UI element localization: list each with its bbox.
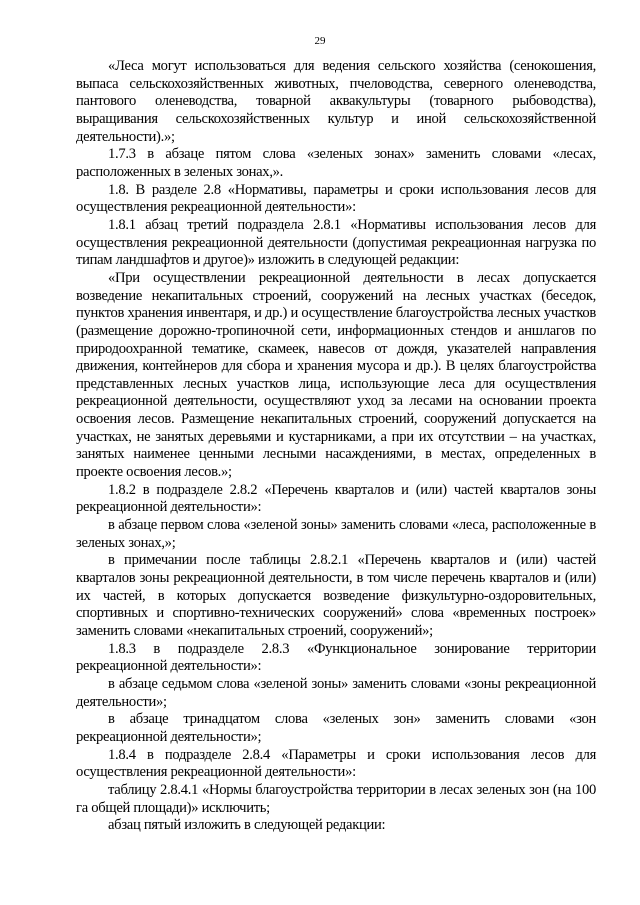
paragraph-1-8-3-thirteenth: в абзаце тринадцатом слова «зеленых зон» заменить словами «зон рекреационной деятельности»;	[76, 711, 596, 745]
paragraph-1-8: 1.8. В разделе 2.8 «Нормативы, параметры и сроки использования лесов для осуществления рекреационной деятельности»:	[76, 181, 596, 216]
paragraph-1-8-4: 1.8.4 в подразделе 2.8.4 «Параметры и сроки использования лесов для осуществления рекреационной деятельности»:	[76, 746, 596, 781]
paragraph-1-8-1: 1.8.1 абзац третий подраздела 2.8.1 «Нормативы использования лесов для осуществления рекреационной деятельности (допустимая рекреационная нагрузка по типам ландшафтов и другое)» изложить в следующей редакции:	[76, 216, 596, 269]
paragraph-quote-agriculture: «Леса могут использоваться для ведения сельского хозяйства (сенокошения, выпаса сельскохозяйственных животных, пчеловодства, северного оленеводства, пантового оленеводства, товарной аквакультуры (товарного рыбоводства), выращивания сельскохозяйственных культур и иной сельскохозяйственной деятельности).»;	[76, 58, 596, 145]
paragraph-1-8-3-seventh: в абзаце седьмом слова «зеленой зоны» заменить словами «зоны рекреационной деятельности»;	[76, 675, 596, 710]
body-text	[76, 58, 596, 835]
paragraph-1-8-2: 1.8.2 в подразделе 2.8.2 «Перечень кварталов и (или) частей кварталов зоны рекреационной деятельности»:	[76, 481, 596, 516]
page-number: 29	[314, 35, 326, 47]
paragraph-1-8-2-note: в примечании после таблицы 2.8.2.1 «Перечень кварталов и (или) частей кварталов зоны рекреационной деятельности, в том числе перечень кварталов и (или) их частей, в которых допускается возведение физкультурно-оздоровительных, спортивных и спортивно-технических сооружений» слова «временных построек» заменить словами «некапитальных строений, сооружений»;	[76, 552, 596, 639]
paragraph-1-8-2-first: в абзаце первом слова «зеленой зоны» заменить словами «леса, расположенные в зеленых зонах,»;	[76, 517, 596, 551]
paragraph-1-8-3: 1.8.3 в подразделе 2.8.3 «Функциональное зонирование территории рекреационной деятельности»:	[76, 640, 596, 675]
paragraph-fifth: абзац пятый изложить в следующей редакции:	[108, 817, 386, 834]
paragraph-quote-recreation: «При осуществлении рекреационной деятельности в лесах допускается возведение некапитальных строений, сооружений на лесных участках (беседок, пунктов хранения инвентаря, и др.) и осуществление благоустройства лесных участков (размещение дорожно-тропиночной сети, информационных стендов и аншлагов по природоохранной тематике, скамеек, навесов от дождя, указателей направления движения, контейнеров для сбора и хранения мусора и др.). В целях благоустройства представленных лесных участков лица, использующие леса для осуществления рекреационной деятельности, осуществляют уход за лесами на основании проекта освоения лесов. Размещение некапитальных строений, сооружений допускается на участках, не занятых деревьями и кустарниками, а при их отсутствии – на участках, занятых наименее ценными лесными насаждениями, в местах, определенных в проекте освоения лесов.»;	[76, 269, 596, 481]
paragraph-1-7-3: 1.7.3 в абзаце пятом слова «зеленых зонах» заменить словами «лесах, расположенных в зеленых зонах,».	[76, 146, 596, 180]
paragraph-table-2-8-4-1: таблицу 2.8.4.1 «Нормы благоустройства территории в лесах зеленых зон (на 100 га общей площади)» исключить;	[76, 781, 596, 816]
